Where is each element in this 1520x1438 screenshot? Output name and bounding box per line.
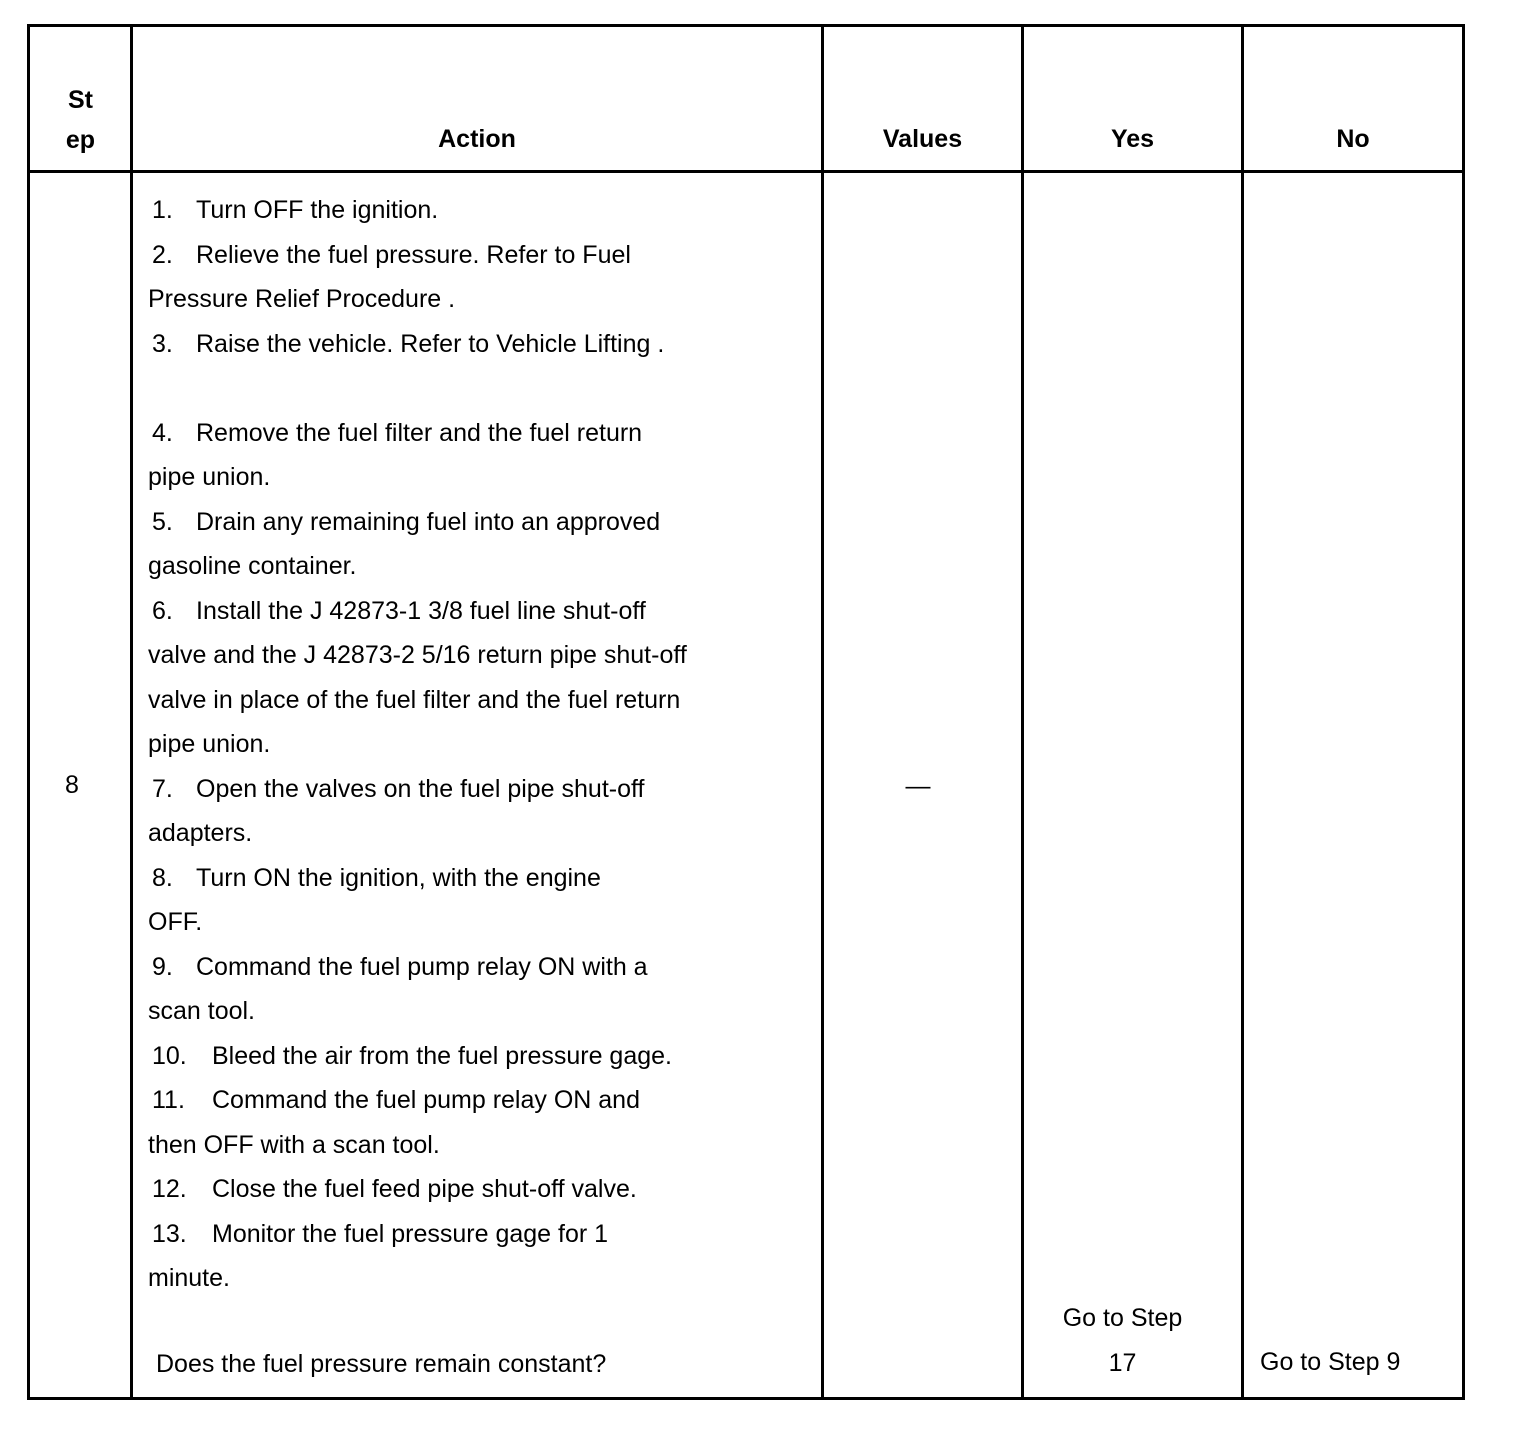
action-gap xyxy=(148,366,818,411)
action-step-text: Relieve the fuel pressure. Refer to Fuel xyxy=(196,240,631,269)
action-step-line xyxy=(148,678,818,723)
action-step-line xyxy=(148,1034,818,1079)
header-step-line-2: ep xyxy=(65,126,96,154)
action-step-line xyxy=(148,1256,818,1301)
action-step-line xyxy=(148,1123,818,1168)
action-step-line xyxy=(148,589,818,634)
action-step-line xyxy=(148,989,818,1034)
action-step-line xyxy=(148,322,818,367)
column-divider-values xyxy=(1021,24,1024,1400)
action-step-number: 5. xyxy=(152,507,173,536)
action-step-number: 4. xyxy=(152,418,173,447)
action-step-line xyxy=(148,767,818,812)
action-step-text: valve in place of the fuel filter and the fuel return xyxy=(148,685,681,714)
action-step-line xyxy=(148,1212,818,1257)
action-step-number: 10. xyxy=(152,1041,187,1070)
action-step-text: Command the fuel pump relay ON and xyxy=(212,1086,640,1114)
action-step-line xyxy=(148,500,818,545)
action-step-number: 6. xyxy=(152,596,173,625)
header-step xyxy=(30,80,131,160)
action-step-text: Install the J 42873-1 3/8 fuel line shut-off xyxy=(196,596,646,625)
action-step-text: Remove the fuel filter and the fuel return xyxy=(196,418,643,447)
no-cell: Go to Step 9 xyxy=(1260,1348,1401,1376)
action-step-text: valve and the J 42873-2 5/16 return pipe shut-off xyxy=(148,641,687,669)
table-border-top xyxy=(27,24,1465,27)
action-step-line xyxy=(148,455,818,500)
header-yes: Yes xyxy=(1110,125,1155,153)
action-step-text: Raise the vehicle. Refer to Vehicle Lifting . xyxy=(196,329,665,358)
action-step-line xyxy=(148,1078,818,1123)
column-divider-yes xyxy=(1241,24,1244,1400)
action-list xyxy=(148,188,818,1386)
action-step-line xyxy=(148,900,818,945)
action-step-text: pipe union. xyxy=(148,463,271,491)
action-step-line xyxy=(148,277,818,322)
yes-line-2: 17 xyxy=(1108,1348,1137,1377)
action-step-number: 11. xyxy=(152,1086,185,1114)
action-step-line xyxy=(148,811,818,856)
action-step-text: Drain any remaining fuel into an approved xyxy=(196,507,661,536)
action-step-line xyxy=(148,633,818,678)
header-action: Action xyxy=(438,125,516,153)
action-step-line xyxy=(148,1167,818,1212)
header-divider xyxy=(27,170,1465,173)
action-step-text: minute. xyxy=(148,1264,230,1292)
yes-line-1: Go to Step xyxy=(1062,1304,1183,1332)
table-border-bottom xyxy=(27,1397,1465,1400)
action-step-text: Turn OFF the ignition. xyxy=(196,196,439,224)
action-step-text: then OFF with a scan tool. xyxy=(148,1130,440,1159)
action-step-line xyxy=(148,233,818,278)
action-step-line xyxy=(148,945,818,990)
action-step-number: 1. xyxy=(152,196,173,224)
action-step-number: 2. xyxy=(152,240,173,269)
table-border-right xyxy=(1462,24,1465,1400)
column-divider-action xyxy=(821,24,824,1400)
action-step-text: scan tool. xyxy=(148,997,256,1025)
action-step-text: OFF. xyxy=(148,908,203,936)
table-border-left xyxy=(27,24,30,1400)
action-step-number: 3. xyxy=(152,329,173,358)
action-step-line xyxy=(148,856,818,901)
question-text: Does the fuel pressure remain constant? xyxy=(156,1349,607,1378)
values-cell: — xyxy=(905,772,931,800)
action-step-text: Bleed the air from the fuel pressure gage. xyxy=(212,1041,672,1070)
action-step-text: Open the valves on the fuel pipe shut-off xyxy=(196,774,645,803)
question-gap xyxy=(148,1301,818,1342)
action-step-number: 9. xyxy=(152,952,173,981)
action-step-text: adapters. xyxy=(148,819,253,847)
action-step-number: 8. xyxy=(152,863,173,892)
action-step-text: Close the fuel feed pipe shut-off valve. xyxy=(212,1175,637,1203)
yes-cell xyxy=(1024,1296,1221,1385)
header-values: Values xyxy=(882,125,963,153)
action-step-text: Turn ON the ignition, with the engine xyxy=(196,863,601,892)
action-step-number: 7. xyxy=(152,774,173,803)
action-step-text: Pressure Relief Procedure . xyxy=(148,285,456,313)
action-step-number: 12. xyxy=(152,1175,187,1203)
step-number: 8 xyxy=(65,771,79,799)
action-step-text: Monitor the fuel pressure gage for 1 xyxy=(212,1219,609,1248)
action-step-text: gasoline container. xyxy=(148,552,357,580)
column-divider-step xyxy=(130,24,133,1400)
action-step-text: pipe union. xyxy=(148,730,271,758)
action-step-number: 13. xyxy=(152,1219,187,1248)
header-step-line-1: St xyxy=(68,86,93,114)
header-no: No xyxy=(1336,125,1370,153)
action-step-text: Command the fuel pump relay ON with a xyxy=(196,952,648,981)
action-step-line xyxy=(148,411,818,456)
action-step-line xyxy=(148,188,818,233)
action-step-line xyxy=(148,722,818,767)
action-step-line xyxy=(148,544,818,589)
